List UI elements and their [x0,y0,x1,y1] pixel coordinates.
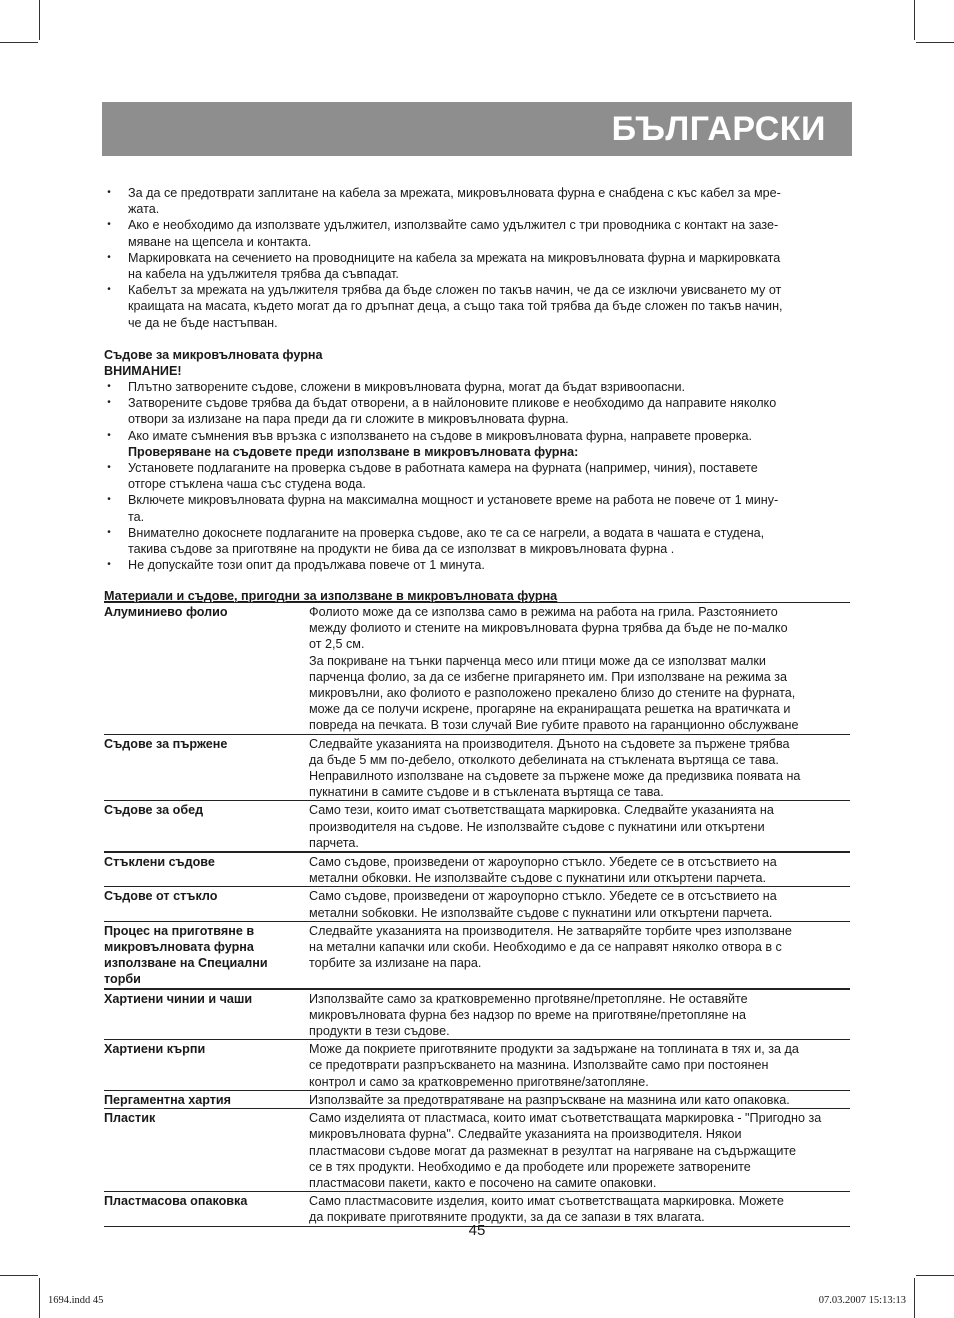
check-title: Проверяване на съдовете преди използване в микровълновата фурна: [128,444,579,459]
material-name: Хартиени чинии и чаши [104,991,253,1006]
footer-timestamp: 07.03.2007 15:13:13 [818,1295,906,1306]
material-name: Съдове за пържене [104,736,228,751]
material-name: Процес на приготвяне в микровълновата фурна използване на Специални торби [104,923,268,987]
material-name: Хартиени кърпи [104,1042,206,1057]
list-item [104,250,846,282]
crop-mark [914,1278,915,1318]
materials-section-title: Материали и съдове, пригодни за използване в микровълновата фурна [104,589,558,603]
cookware-bullet-list [104,379,846,573]
list-item-text: Ако имате съмнения във връзка с използването на съдове в микровълновата фурна, направете проверка. [128,428,753,443]
list-item-text: Включете микровълновата фурна на максимална мощност и установете време на работа не повече от 1 мину- та. [128,493,779,524]
table-row [104,734,850,801]
intro-bullet-list [104,185,846,331]
material-name: Стъклени съдове [104,855,215,870]
material-name: Съдове от стъкло [104,889,218,904]
material-name: Пергаментна хартия [104,1092,231,1107]
list-item-text: Кабелът за мрежата на удължителя трябва да бъде сложен по такъв начин, че да се изключи увисването му от краищата на масата, където могат да го дръпнат деца, а също така той трябва да бъде сложен по такъв начин, че да не бъде настъпван. [128,283,783,330]
list-item [104,460,846,492]
list-item [104,185,846,217]
bullet-icon: • [107,462,111,474]
page-number: 45 [468,1222,486,1239]
bullet-icon: • [107,526,111,538]
material-description: Фолиото може да се използва само в режима на работа на грила. Разстоянието между фолиото и стените на микровълновата фурна трябва да бъде не по-малко от 2,5 см. За покриване на тънки парченца месо или птици може да се използват малки парченца фолио, за да се избегне пригарянето им. При използване на режима за микровълни, ако фолиото е разположено прекалено близо до стените на фурната, може да се получи искрене, прогаряне на екраниращата решетка на вратичката и повреда на печката. В този случай Вие губите правото на гаранционно обслужване [309,605,799,733]
list-item [104,492,846,524]
material-description: Само съдове, произведени от жароупорно стъкло. Убедете се в отсъствието на метални обковки. Не използвайте съдове с пукнатини или откъртени парчета. [309,855,777,886]
bullet-icon: • [107,219,111,231]
material-name: Пластмасова опаковка [104,1194,248,1209]
table-row [104,921,850,988]
table-row [104,1039,850,1090]
bullet-icon: • [107,559,111,571]
list-item [104,217,846,249]
list-item [104,428,846,444]
material-description: Следвайте указанията на производителя. Не затваряйте торбите чрез използване на метални капачки или скоби. Необходимо е да се направят няколко отвора в с торбите за излизане на пара. [309,923,792,971]
material-description: Може да покриете приготвяните продукти за задържане на топлината в тях и, за да се предотврати разпръскването на мазнина. Използвайте само при постоянен контрол и само за кратковременно приготвяне/затопляне. [309,1042,799,1089]
table-row [104,1191,850,1225]
material-name: Съдове за обед [104,803,204,818]
material-description: Само тези, които имат съответстващата маркировка. Следвайте указанията на производителя на съдове. Не използвайте съдове с пукнатини или откъртени парчета. [309,803,774,850]
crop-mark [39,0,40,40]
material-description: Само изделията от пластмаса, които имат съответстващата маркировка - "Пригодно за микровълновата фурна". Следвайте указанията на производителя. Някои пластмасови съдове могат да размекнат в резултат на нагряване на съдържащите се в тях продукти. Необходимо е да прободете или прорежете затворените пластмасови пакети, както е посочено на самите опаковки. [309,1111,822,1190]
material-description: Само съдове, произведени от жароупорно стъкло. Убедете се в отсъствието на метални sобковки. Не използвайте съдове с пукнатини или откъртени парчета. [309,889,777,920]
crop-mark [914,0,915,40]
material-name: Алуминиево фолио [104,605,228,619]
material-name: Пластик [104,1111,156,1126]
page-title: БЪЛГАРСКИ [611,110,826,148]
bullet-icon: • [107,284,111,296]
list-item-text: Внимателно докоснете подлаганите на проверка съдове, ако те са се нагрели, а водата в чашата е студена, такива съдове за приготвяне на продукти не бива да се използват в микровълновата фурна . [128,525,765,557]
list-item-text: Плътно затворените съдове, сложени в микровълновата фурна, могат да бъдат взривоопасни. [128,380,686,394]
list-item [104,282,846,331]
material-description: Използвайте само за кратковременно пргotвяне/претопляне. Не оставяйте микровълновата фурна без надзор по време на приготвяне/претопляне на продукти в тези съдове. [309,991,748,1039]
list-item-text: Не допускайте този опит да продължава повече от 1 минута. [128,558,485,573]
materials-table [104,602,850,1227]
crop-mark [39,1278,40,1318]
material-description: Следвайте указанията на производителя. Дъното на съдовете за пържене трябва да бъде 5 мм по-дебело, отколкото дебелината на стъклената въртяща се тава. Неправилното използване на съдовете за пържене може да предизвика появата на пукнатини в самите съдове и в стъклената въртяща се тава. [309,736,801,800]
warning-label: ВНИМАНИЕ! [104,364,182,378]
language-header [102,102,852,156]
list-item [104,525,846,557]
bullet-icon: • [107,381,111,392]
list-item-text: Маркировката на сечението на проводниците на кабела за мрежата на микровълновата фурна и маркировката на кабела на удължителя трябва да съвпадат. [128,250,781,282]
bullet-icon: • [107,251,111,263]
list-item-text: За да се предотврати заплитане на кабела за мрежата, микровълновата фурна е снабдена с къс кабел за мре- жата. [128,186,781,217]
list-item-text: Затворените съдове трябва да бъдат отворени, а в найлоновите пликове е необходимо да направите няколко отвори за излизане на пара преди да ги сложите в микровълновата фурна. [128,396,777,427]
list-item-text: Ако е необходимо да използвате удължител, използвайте само удължител с три проводника с контакт на зазе- мяване на щепсела и контакта. [128,218,779,249]
table-row [104,851,850,886]
list-item [104,557,846,573]
crop-mark [916,1275,954,1276]
material-description: Използвайте за предотвратяване на разпръскване на мазнина или като опаковка. [309,1092,790,1107]
crop-mark [0,1275,38,1276]
cookware-title: Съдове за микровълновата фурна [104,348,323,362]
footer-file-info: 1694.indd 45 [48,1295,104,1306]
list-item [104,379,846,395]
bullet-icon: • [107,187,111,198]
table-row [104,886,850,920]
bullet-icon: • [107,397,111,409]
crop-mark [916,42,954,43]
table-row [104,800,850,851]
bullet-icon: • [107,494,111,506]
list-item-text: Установете подлаганите на проверка съдове в работната камера на фурната (например, чиния), поставете отгоре стъклена чаша със студена вода. [128,461,758,492]
table-row [104,602,850,734]
material-description: Само пластмасовите изделия, които имат съответстващата маркировка. Можете да покривате приготвяните продукти, за да се запази в тях влагата. [309,1194,784,1225]
table-row [104,1090,850,1108]
table-row [104,988,850,1040]
list-item [104,395,846,427]
crop-mark [0,42,38,43]
bullet-icon: • [107,429,111,441]
table-row [104,1108,850,1191]
